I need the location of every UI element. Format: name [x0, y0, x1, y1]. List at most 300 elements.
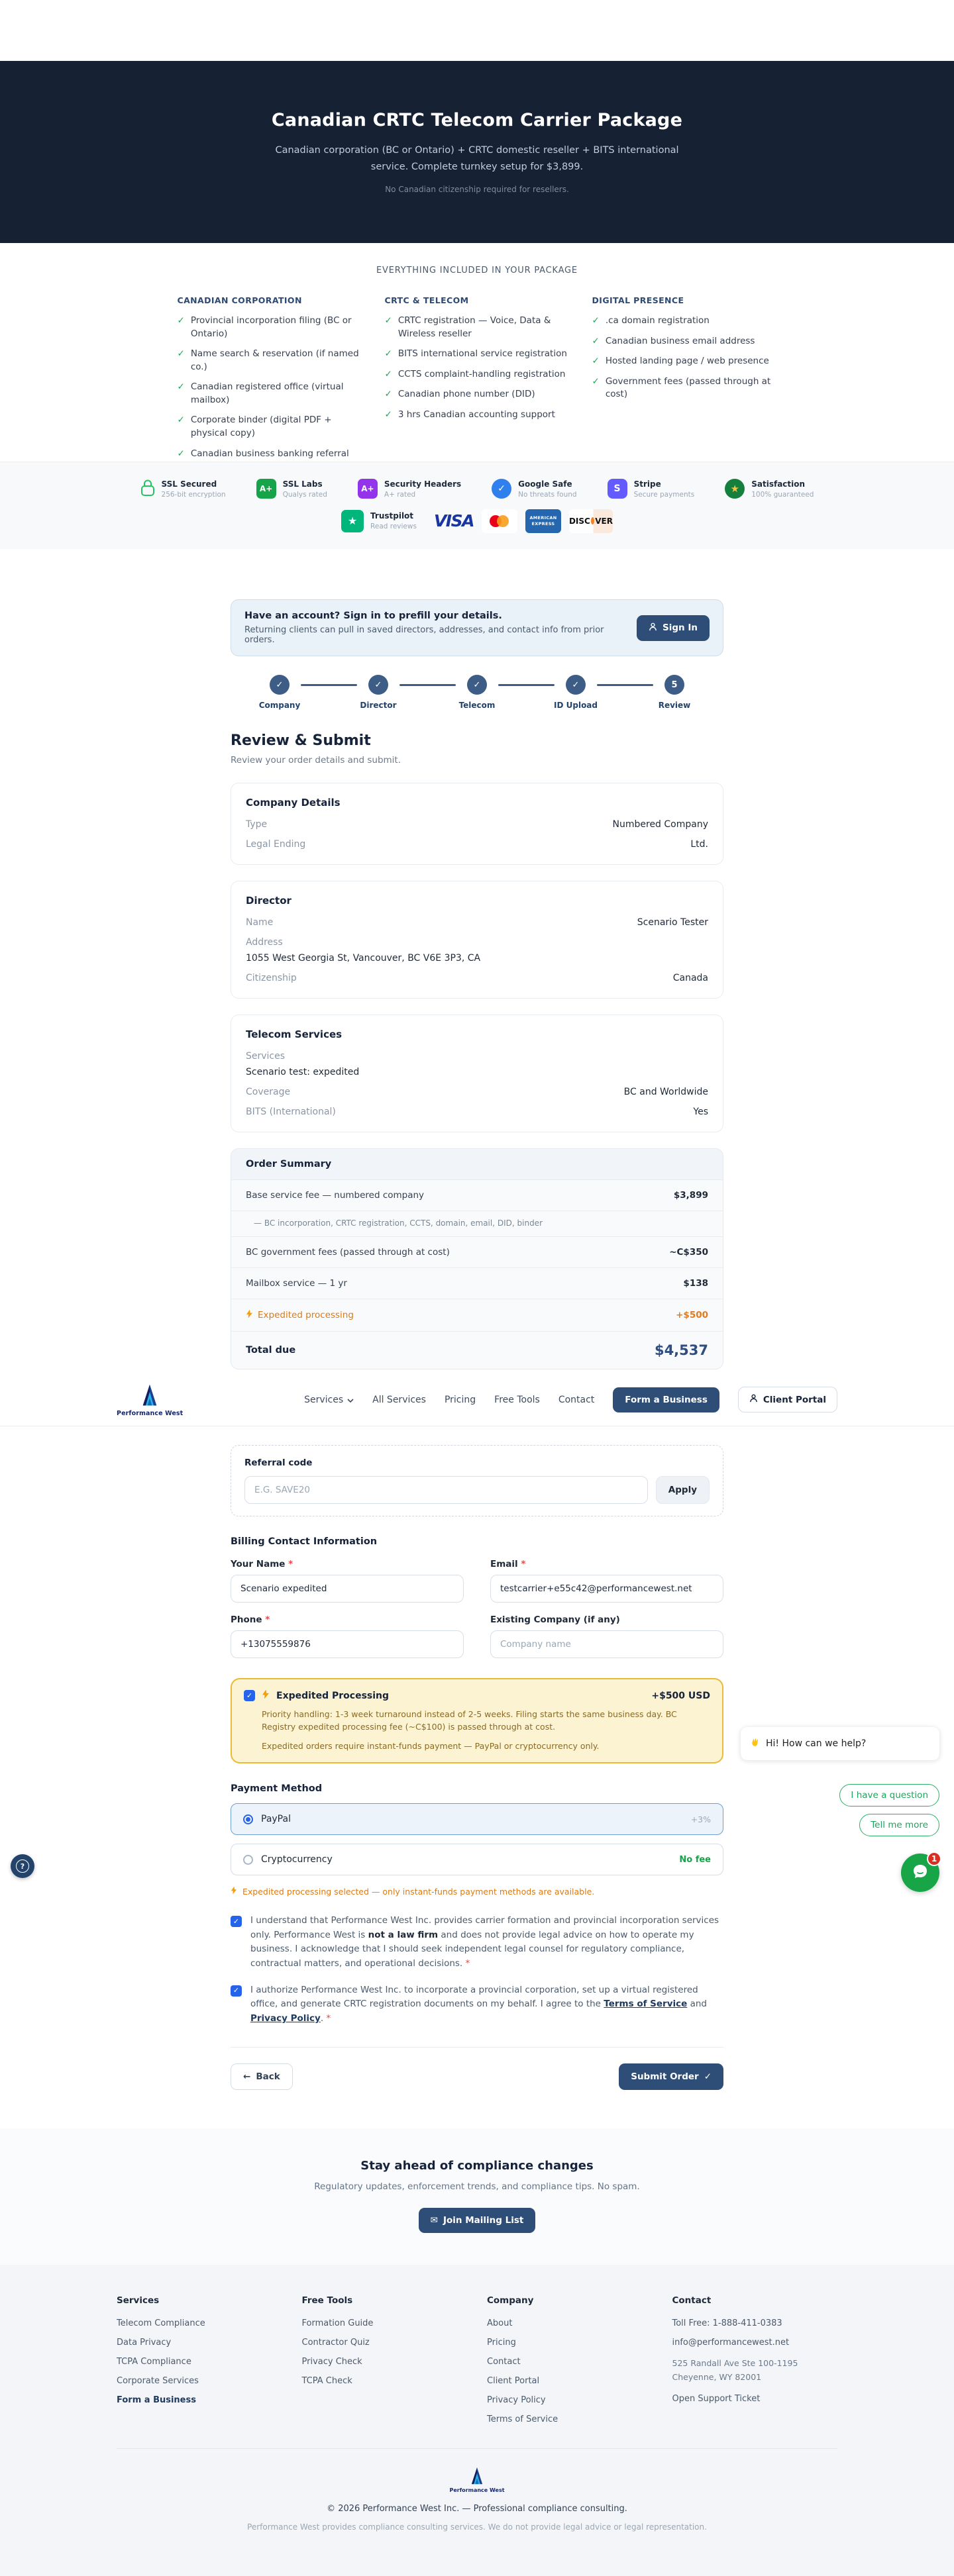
package-column-telecom — [385, 295, 570, 468]
lightning-icon — [231, 1886, 237, 1897]
security-headers-icon: A+ — [358, 479, 378, 499]
footer-link[interactable]: Corporate Services — [117, 2376, 199, 2387]
lightning-icon — [262, 1689, 270, 1702]
name-input[interactable] — [231, 1575, 464, 1603]
referral-label: Referral code — [244, 1458, 313, 1468]
field-label: Existing Company (if any) — [490, 1614, 620, 1625]
form-a-business-button[interactable]: Form a Business — [613, 1387, 719, 1412]
package-columns — [178, 295, 777, 468]
list-item — [592, 315, 777, 328]
payment-logos-row — [341, 509, 613, 533]
badge-subtitle: Qualys rated — [282, 490, 327, 499]
footer-column-title: Company — [487, 2295, 534, 2306]
payment-option-label: Cryptocurrency — [261, 1854, 333, 1865]
footer-column-title: Contact — [672, 2295, 712, 2306]
order-row — [231, 1268, 723, 1299]
badge-ssl-labs — [256, 479, 327, 499]
mastercard-logo — [482, 509, 517, 533]
row-value: BC and Worldwide — [623, 1087, 708, 1097]
divider — [231, 2047, 723, 2048]
row-value: Scenario Tester — [637, 917, 708, 928]
list-item-text: Canadian phone number (DID) — [398, 389, 535, 400]
check-icon: ✓ — [704, 2071, 712, 2083]
submit-label: Submit Order — [631, 2071, 699, 2083]
order-total-row — [231, 1332, 723, 1369]
radio-unselected-icon — [243, 1855, 253, 1865]
footer-support-ticket-link[interactable]: Open Support Ticket — [672, 2393, 761, 2404]
back-button[interactable] — [231, 2063, 293, 2090]
package-heading: EVERYTHING INCLUDED IN YOUR PACKAGE — [376, 266, 578, 275]
email-input[interactable] — [490, 1575, 723, 1603]
nav-item-free-tools[interactable]: Free Tools — [494, 1394, 540, 1405]
field-email — [490, 1559, 723, 1603]
agreement-not-law-firm — [231, 1914, 723, 1971]
expedited-description: Priority handling: 1-3 week turnaround instead of 2-5 weeks. Filing starts the same business day. BC Registry expedited processing fee (~C$100) is passed through at cost. — [262, 1709, 677, 1732]
badge-subtitle: 100% guaranteed — [751, 490, 814, 499]
step-connector — [498, 684, 555, 686]
check-icon: ✓ — [177, 348, 185, 360]
person-icon — [749, 1394, 758, 1405]
expedited-checkbox[interactable]: ✓ — [244, 1690, 255, 1701]
card-title: Company Details — [246, 797, 341, 809]
arrow-left-icon: ← — [243, 2071, 251, 2083]
footer-column-free-tools — [302, 2295, 468, 2434]
mailing-subtitle: Regulatory updates, enforcement trends, and compliance tips. No spam. — [314, 2181, 640, 2193]
footer-address: 525 Randall Ave Ste 100-1195 Cheyenne, WY 82001 — [672, 2358, 798, 2382]
badge-trustpilot[interactable] — [341, 510, 417, 532]
lock-icon — [140, 479, 155, 499]
mailing-list-section — [0, 2128, 954, 2265]
row-label: Address — [246, 937, 283, 948]
list-item-text: CRTC registration — Voice, Data & Wireless reseller — [398, 315, 551, 339]
list-item-text: BITS international service registration — [398, 348, 567, 360]
billing-heading: Billing Contact Information — [231, 1536, 378, 1547]
list-item-text: Canadian registered office (virtual mailbox) — [190, 381, 344, 405]
step-label: Director — [360, 701, 397, 710]
hero-banner — [0, 61, 954, 243]
wave-hand-icon — [750, 1737, 761, 1750]
detail-row — [246, 973, 708, 983]
payment-option-label: PayPal — [261, 1814, 291, 1825]
card-title: Telecom Services — [246, 1028, 343, 1040]
mailing-heading: Stay ahead of compliance changes — [360, 2159, 594, 2173]
footer-column-title: Services — [117, 2295, 160, 2306]
progress-stepper — [258, 675, 696, 710]
lightning-icon — [246, 1309, 253, 1321]
badge-title: Satisfaction — [751, 479, 806, 489]
stripe-icon: S — [608, 479, 627, 499]
radio-selected-icon — [243, 1814, 253, 1824]
apply-button[interactable]: Apply — [656, 1476, 710, 1504]
footer-link[interactable]: Privacy Check — [301, 2357, 362, 2367]
nav-menu — [304, 1387, 837, 1412]
list-item-text: .ca domain registration — [605, 315, 710, 326]
row-label: Type — [246, 819, 268, 830]
list-item-text: 3 hrs Canadian accounting support — [398, 409, 555, 420]
question-mark-icon: ? — [16, 1859, 29, 1873]
expedited-payment-restriction-note — [231, 1886, 723, 1897]
footer-toll-free[interactable]: Toll Free: 1-888-411-0383 — [672, 2318, 782, 2329]
chat-greeting-bubble[interactable] — [741, 1727, 939, 1760]
expedited-title: Expedited Processing — [276, 1690, 390, 1701]
chat-widget — [741, 1727, 939, 1892]
section-subheading: Review your order details and submit. — [231, 755, 401, 766]
order-row-value: $138 — [683, 1278, 708, 1289]
back-label: Back — [256, 2071, 280, 2083]
badge-subtitle: No threats found — [518, 490, 577, 499]
badge-ssl-secured — [140, 479, 226, 499]
list-item — [592, 375, 777, 401]
footer-email-link[interactable]: info@performancewest.net — [672, 2338, 790, 2348]
badge-security-headers — [358, 479, 461, 499]
step-circle: ✓ — [566, 675, 586, 695]
brand-logo[interactable] — [117, 1383, 183, 1417]
required-marker: * — [288, 1559, 293, 1569]
agreement-checkbox[interactable]: ✓ — [231, 1916, 242, 1927]
check-icon: ✓ — [177, 448, 185, 459]
check-icon: ✓ — [177, 315, 185, 326]
field-label: Your Name * — [231, 1559, 293, 1569]
agreement-text: I understand that Performance West Inc. provides carrier formation and provincial incorporation services only. Performance West is not a law firm and does not provide legal advice on how to operate my business. I acknowledge that I should seek independent legal counsel for regulatory compliance, contractual matters, and operational decisions. * — [250, 1915, 719, 1969]
footer-link[interactable]: Telecom Compliance — [117, 2318, 205, 2329]
order-row-value: ~C$350 — [669, 1247, 708, 1258]
badge-title: Google Safe — [518, 479, 572, 489]
discover-text: VER — [595, 516, 613, 526]
detail-row — [246, 917, 708, 928]
referral-code-box — [231, 1445, 723, 1516]
package-includes-section — [0, 243, 954, 462]
field-your-name — [231, 1559, 464, 1603]
card-title: Director — [246, 895, 292, 907]
badge-title: Trustpilot — [370, 511, 414, 520]
list-item — [178, 348, 362, 373]
nav-item-contact[interactable]: Contact — [558, 1394, 595, 1405]
list-item-text: Provincial incorporation filing (BC or Ontario) — [190, 315, 352, 339]
amex-text: EXPRESS — [531, 520, 555, 526]
footer-brand-name: Performance West — [449, 2487, 505, 2494]
phone-input[interactable] — [231, 1630, 464, 1658]
chat-unread-badge: 1 — [927, 1852, 941, 1866]
list-item-text: Canadian business banking referral — [190, 448, 349, 459]
director-card — [231, 881, 723, 999]
telecom-services-card — [231, 1015, 723, 1132]
sign-in-button[interactable] — [637, 615, 710, 641]
step-review[interactable] — [653, 675, 696, 710]
row-label: Citizenship — [246, 973, 297, 983]
check-icon: ✓ — [384, 368, 392, 379]
step-circle: 5 — [664, 675, 684, 695]
detail-row — [246, 1087, 708, 1097]
footer-link[interactable]: TCPA Compliance — [117, 2357, 191, 2367]
help-fab-button[interactable] — [11, 1854, 34, 1878]
chat-bubble-icon — [911, 1862, 929, 1883]
order-row-label: Base service fee — numbered company — [246, 1190, 425, 1201]
row-label: BITS (International) — [246, 1107, 336, 1117]
order-row-value: $3,899 — [673, 1190, 708, 1201]
order-row-label: BC government fees (passed through at cost) — [246, 1247, 450, 1258]
amex-logo — [525, 509, 561, 533]
order-row-note: — BC incorporation, CRTC registration, CCTS, domain, email, DID, binder — [231, 1211, 723, 1237]
mountain-logo-icon — [137, 1383, 162, 1408]
badge-stripe — [608, 479, 695, 499]
chat-greeting-text: Hi! How can we help? — [766, 1738, 867, 1749]
check-icon: ✓ — [592, 315, 600, 326]
badge-title: Security Headers — [384, 479, 462, 489]
row-label: Coverage — [246, 1087, 291, 1097]
site-footer — [0, 2265, 954, 2576]
footer-column-services — [117, 2295, 282, 2434]
services-value: Scenario test: expedited — [246, 1067, 360, 1077]
privacy-policy-link[interactable]: Privacy Policy — [250, 2012, 321, 2024]
detail-row — [246, 1051, 708, 1062]
required-marker: * — [326, 2012, 331, 2024]
billing-fields — [231, 1559, 723, 1658]
address-value: 1055 West Georgia St, Vancouver, BC V6E 3P3, CA — [246, 953, 481, 964]
total-value: $4,537 — [654, 1342, 708, 1358]
required-marker: * — [521, 1559, 526, 1569]
submit-order-button[interactable] — [619, 2063, 723, 2090]
expedited-payment-note: Expedited orders require instant-funds payment — PayPal or cryptocurrency only. — [262, 1740, 600, 1751]
join-mailing-list-button[interactable] — [419, 2208, 536, 2233]
step-circle: ✓ — [467, 675, 487, 695]
row-value: Canada — [672, 973, 708, 983]
list-item — [385, 368, 570, 381]
satisfaction-star-icon: ★ — [725, 479, 745, 499]
client-portal-button[interactable] — [738, 1387, 837, 1412]
row-value: Ltd. — [690, 839, 708, 850]
detail-row — [246, 839, 708, 850]
signin-subtitle: Returning clients can pull in saved directors, addresses, and contact info from prior orders. — [244, 625, 604, 645]
trustpilot-star-icon: ★ — [341, 510, 364, 532]
check-icon: ✓ — [592, 356, 600, 367]
total-label: Total due — [246, 1345, 296, 1356]
check-icon: ✓ — [384, 348, 392, 360]
expedited-processing-box — [231, 1678, 723, 1763]
footer-link[interactable]: About — [487, 2318, 513, 2329]
step-label: Telecom — [458, 701, 496, 710]
footer-link[interactable]: Formation Guide — [301, 2318, 374, 2329]
site-navbar — [0, 1373, 954, 1426]
visa-logo: VISA — [433, 511, 474, 530]
note-text: Expedited processing selected — only instant-funds payment methods are available. — [242, 1886, 595, 1897]
badge-satisfaction — [725, 479, 814, 499]
check-icon: ✓ — [592, 375, 600, 387]
field-phone — [231, 1614, 464, 1658]
check-icon: ✓ — [384, 389, 392, 400]
order-row — [231, 1180, 723, 1211]
required-marker: * — [265, 1614, 270, 1625]
discover-dot-icon — [591, 517, 594, 524]
row-label: Name — [246, 917, 274, 928]
company-details-card — [231, 783, 723, 865]
step-label: ID Upload — [554, 701, 598, 710]
mountain-logo-icon — [467, 2466, 487, 2486]
footer-column-title: Free Tools — [301, 2295, 353, 2306]
payment-method-heading: Payment Method — [231, 1783, 323, 1795]
nav-item-all-services[interactable]: All Services — [372, 1394, 426, 1405]
discover-text: DISC — [568, 516, 590, 526]
package-column-digital — [592, 295, 777, 468]
step-label: Review — [658, 701, 691, 710]
google-safe-check-icon: ✓ — [492, 479, 511, 499]
chat-quick-reply-question[interactable]: I have a question — [839, 1784, 939, 1807]
order-row-value: +$500 — [676, 1310, 708, 1320]
payment-option-paypal[interactable] — [231, 1803, 723, 1835]
field-label: Email * — [490, 1559, 526, 1569]
step-connector — [399, 684, 456, 686]
footer-link[interactable]: TCPA Check — [301, 2376, 352, 2387]
checkout-main — [231, 549, 723, 1369]
list-item — [385, 409, 570, 422]
list-item — [178, 315, 362, 340]
terms-of-service-link[interactable]: Terms of Service — [604, 1999, 688, 2010]
step-director[interactable] — [357, 675, 399, 710]
footer-column-contact — [672, 2295, 838, 2434]
sign-in-label: Sign In — [662, 622, 698, 633]
footer-brand-logo — [449, 2466, 504, 2493]
discover-logo — [569, 509, 613, 533]
badge-subtitle: A+ rated — [384, 490, 416, 499]
footer-copyright: © 2026 Performance West Inc. — Professional compliance consulting. — [327, 2504, 627, 2514]
footer-link[interactable]: Pricing — [487, 2338, 516, 2348]
row-value: Numbered Company — [612, 819, 708, 830]
page-title: Canadian CRTC Telecom Carrier Package — [271, 109, 683, 130]
step-circle: ✓ — [368, 675, 388, 695]
hero-note: No Canadian citizenship required for resellers. — [385, 185, 569, 195]
hero-subtitle: Canadian corporation (BC or Ontario) + CRTC domestic reseller + BITS international service. Complete turnkey setup for $3,899. — [275, 144, 679, 172]
top-whitespace — [0, 0, 954, 61]
check-icon: ✓ — [177, 415, 185, 426]
footer-link[interactable]: Contractor Quiz — [301, 2338, 370, 2348]
chat-launcher-button[interactable] — [901, 1854, 939, 1892]
field-label: Phone * — [231, 1614, 270, 1625]
list-item-text: Canadian business email address — [605, 335, 755, 346]
form-actions — [231, 2063, 723, 2128]
client-portal-label: Client Portal — [763, 1394, 826, 1405]
package-column-title: CRTC & TELECOM — [384, 295, 469, 305]
list-item — [178, 414, 362, 440]
footer-link[interactable]: Data Privacy — [117, 2338, 172, 2348]
field-existing-company — [490, 1614, 723, 1658]
list-item — [178, 448, 362, 461]
step-company[interactable] — [258, 675, 301, 710]
step-label: Company — [258, 701, 301, 710]
signin-title: Have an account? Sign in to prefill your details. — [244, 611, 502, 621]
list-item-text: Government fees (passed through at cost) — [605, 375, 771, 400]
badge-google-safe — [492, 479, 576, 499]
check-icon: ✓ — [384, 409, 392, 420]
envelope-icon: ✉ — [430, 2215, 438, 2226]
checkout-form — [231, 1426, 723, 2128]
order-row-label: Mailbox service — 1 yr — [246, 1278, 347, 1289]
badge-subtitle: Read reviews — [370, 522, 417, 530]
chat-quick-reply-more[interactable]: Tell me more — [859, 1814, 939, 1836]
nav-item-pricing[interactable]: Pricing — [444, 1394, 476, 1405]
list-item-text: Corporate binder (digital PDF + physical copy) — [190, 415, 332, 438]
agreement-authorize — [231, 1983, 723, 2026]
nav-item-label: Services — [304, 1394, 344, 1405]
badge-subtitle: Secure payments — [633, 490, 695, 499]
badge-subtitle: 256-bit encryption — [161, 490, 226, 499]
badge-title: SSL Secured — [161, 479, 217, 489]
row-label: Legal Ending — [246, 839, 306, 850]
signin-banner — [231, 599, 723, 656]
badge-title: Stripe — [633, 479, 661, 489]
footer-bottom — [117, 2449, 837, 2532]
section-heading: Review & Submit — [231, 732, 371, 749]
brand-name: Performance West — [117, 1409, 184, 1417]
step-connector — [301, 684, 357, 686]
detail-row — [246, 937, 708, 948]
package-column-corporation — [178, 295, 362, 468]
card-logos — [434, 509, 613, 533]
check-icon: ✓ — [592, 335, 600, 346]
step-id-upload[interactable] — [555, 675, 597, 710]
agreement-checkbox[interactable]: ✓ — [231, 1985, 242, 1997]
chevron-down-icon — [347, 1395, 354, 1405]
list-item — [592, 335, 777, 348]
list-item-text: Hosted landing page / web presence — [605, 356, 769, 367]
list-item — [592, 355, 777, 368]
list-item — [385, 315, 570, 340]
agreement-text: I authorize Performance West Inc. to incorporate a provincial corporation, set up a virtual registered office, and generate CRTC registration documents on my behalf. I agree to the Terms of Service and Privacy Policy. * — [250, 1984, 708, 2024]
person-icon — [649, 622, 657, 634]
badge-title: SSL Labs — [282, 479, 323, 489]
list-item — [385, 348, 570, 361]
order-row-expedited — [231, 1299, 723, 1332]
nav-item-services[interactable] — [304, 1395, 354, 1405]
row-value: Yes — [693, 1107, 708, 1117]
step-connector — [597, 684, 653, 686]
footer-link[interactable]: Client Portal — [487, 2376, 540, 2387]
trust-badges-row — [140, 479, 814, 499]
list-item — [178, 381, 362, 407]
detail-row — [246, 1107, 708, 1117]
footer-link-form-a-business[interactable]: Form a Business — [117, 2395, 196, 2406]
payment-option-crypto[interactable] — [231, 1844, 723, 1875]
footer-link[interactable]: Contact — [487, 2357, 521, 2367]
footer-disclaimer: Performance West provides compliance consulting services. We do not provide legal advice or legal representation. — [247, 2522, 707, 2532]
detail-row — [246, 819, 708, 830]
company-name-input[interactable] — [490, 1630, 723, 1658]
order-summary-card — [231, 1148, 723, 1369]
join-mailing-list-label: Join Mailing List — [443, 2215, 524, 2226]
row-label: Services — [246, 1051, 286, 1062]
payment-fee: +3% — [690, 1814, 711, 1824]
required-marker: * — [465, 1957, 470, 1969]
list-item-text: CCTS complaint-handling registration — [398, 368, 566, 379]
order-summary-title: Order Summary — [231, 1149, 723, 1180]
list-item-text: Name search & reservation (if named co.) — [190, 348, 359, 372]
footer-column-company — [487, 2295, 653, 2434]
trust-badges-band — [0, 462, 954, 549]
amex-text: AMERICAN — [529, 515, 557, 521]
package-column-title: CANADIAN CORPORATION — [177, 295, 302, 305]
check-icon: ✓ — [177, 381, 185, 393]
footer-link[interactable]: Privacy Policy — [487, 2395, 546, 2406]
order-row-label: Expedited processing — [258, 1310, 354, 1320]
order-row — [231, 1237, 723, 1268]
list-item — [385, 388, 570, 401]
referral-code-input[interactable] — [244, 1476, 648, 1504]
check-icon: ✓ — [384, 315, 392, 326]
step-telecom[interactable] — [456, 675, 498, 710]
package-column-title: DIGITAL PRESENCE — [592, 295, 684, 305]
payment-fee: No fee — [679, 1854, 711, 1865]
expedited-price: +$500 USD — [651, 1690, 710, 1701]
step-circle: ✓ — [270, 675, 290, 695]
footer-link[interactable]: Terms of Service — [487, 2414, 558, 2425]
